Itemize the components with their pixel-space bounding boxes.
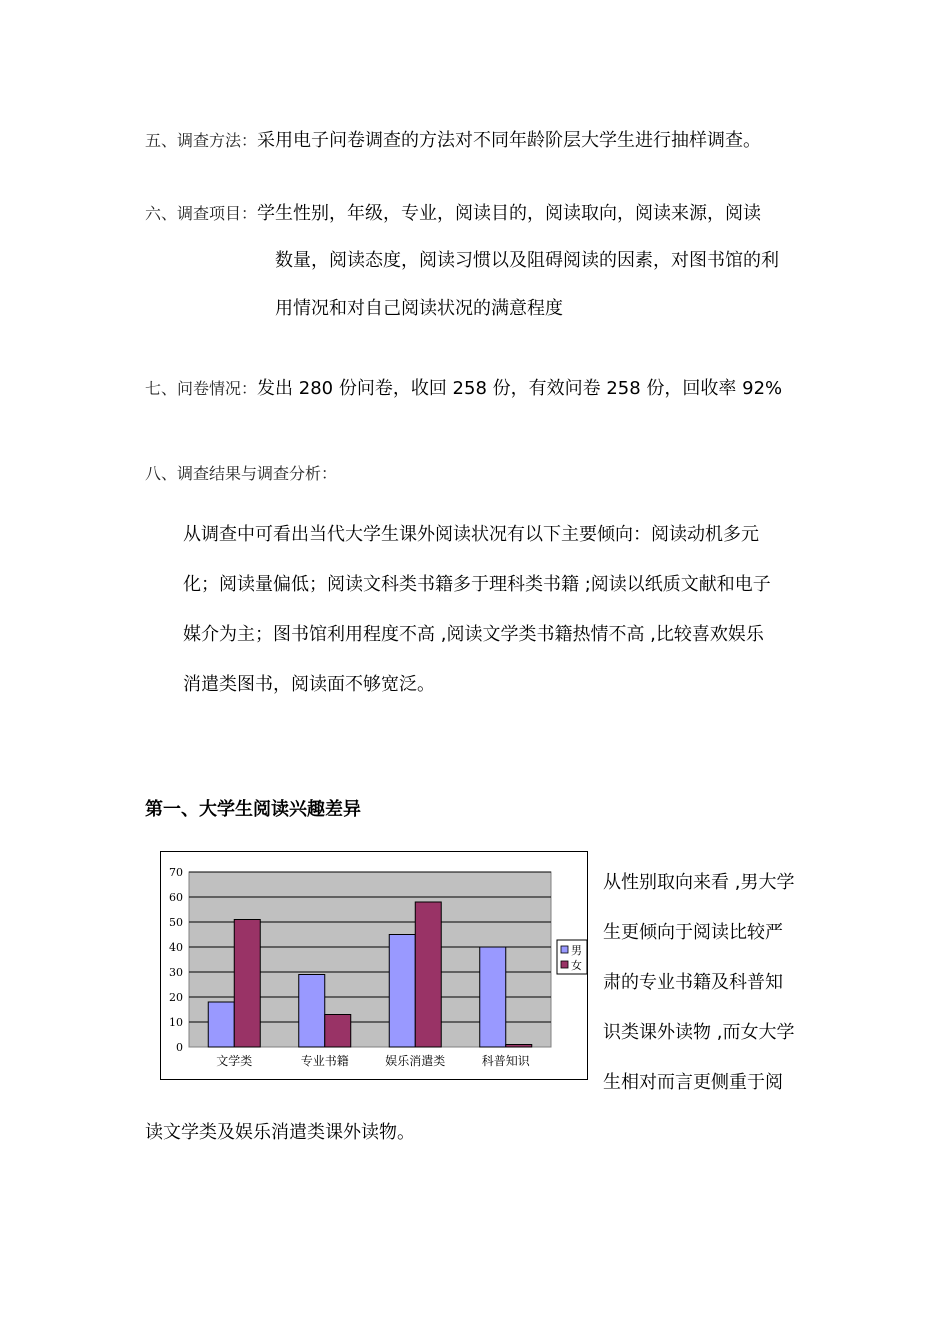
bar-女-1 (325, 1015, 351, 1048)
x-category-label: 科普知识 (481, 1054, 530, 1068)
legend-label-女: 女 (571, 959, 582, 972)
results-line (145, 462, 337, 486)
side-text-continuation: 读文学类及娱乐消遣类课外读物。 (145, 1122, 415, 1143)
items-line-1 (145, 202, 761, 226)
y-tick-label: 10 (169, 1016, 183, 1029)
y-tick-label: 0 (176, 1041, 183, 1054)
questionnaire-line (145, 377, 782, 401)
chart-canvas (161, 852, 587, 1079)
items-label: 六、调查项目： (145, 204, 258, 223)
bar-女-3 (506, 1045, 532, 1048)
y-tick-label: 20 (169, 991, 183, 1004)
y-tick-label: 60 (169, 891, 183, 904)
bar-男-2 (389, 935, 415, 1048)
summary-line-4: 消遣类图书，阅读面不够宽泛。 (183, 674, 435, 695)
reading-interest-chart (160, 851, 588, 1080)
summary-line-1: 从调查中可看出当代大学生课外阅读状况有以下主要倾向：阅读动机多元 (183, 524, 759, 545)
questionnaire-label: 七、问卷情况： (145, 379, 258, 398)
side-text-line-5: 生相对而言更侧重于阅 (603, 1072, 783, 1093)
side-text-line-2: 生更倾向于阅读比较严 (603, 922, 783, 943)
side-text-line-3: 肃的专业书籍及科普知 (603, 972, 783, 993)
bar-女-2 (415, 902, 441, 1047)
y-tick-label: 30 (169, 966, 183, 979)
y-tick-label: 70 (169, 866, 183, 879)
items-text-2: 数量，阅读态度，阅读习惯以及阻碍阅读的因素，对图书馆的利 (275, 250, 779, 271)
x-category-label: 专业书籍 (300, 1054, 349, 1068)
side-text-line-1: 从性别取向来看 ,男大学 (603, 872, 795, 893)
side-text-line-4: 识类课外读物 ,而女大学 (603, 1022, 795, 1043)
items-text-1: 学生性别，年级，专业，阅读目的，阅读取向，阅读来源，阅读 (257, 203, 762, 224)
items-text-3: 用情况和对自己阅读状况的满意程度 (275, 298, 563, 319)
questionnaire-text: 发出 280 份问卷，收回 258 份，有效问卷 258 份，回收率 92% (257, 378, 783, 399)
x-category-label: 文学类 (216, 1054, 253, 1068)
y-tick-label: 40 (169, 941, 183, 954)
bar-男-0 (208, 1002, 234, 1047)
legend-swatch-女 (561, 961, 568, 968)
summary-line-2: 化；阅读量偏低；阅读文科类书籍多于理科类书籍 ;阅读以纸质文献和电子 (183, 574, 771, 595)
legend-swatch-男 (561, 946, 568, 953)
summary-line-3: 媒介为主；图书馆利用程度不高 ,阅读文学类书籍热情不高 ,比较喜欢娱乐 (183, 624, 764, 645)
results-label: 八、调查结果与调查分析： (145, 464, 338, 483)
method-text: 采用电子问卷调查的方法对不同年龄阶层大学生进行抽样调查。 (257, 130, 762, 151)
x-category-label: 娱乐消遣类 (385, 1054, 446, 1068)
y-tick-label: 50 (169, 916, 183, 929)
bar-女-0 (234, 920, 260, 1048)
method-label: 五、调查方法： (145, 131, 258, 150)
method-line (145, 129, 761, 153)
bar-男-1 (299, 975, 325, 1048)
bar-男-3 (480, 947, 506, 1047)
legend-label-男: 男 (571, 944, 582, 957)
section-heading: 第一、大学生阅读兴趣差异 (145, 799, 361, 820)
